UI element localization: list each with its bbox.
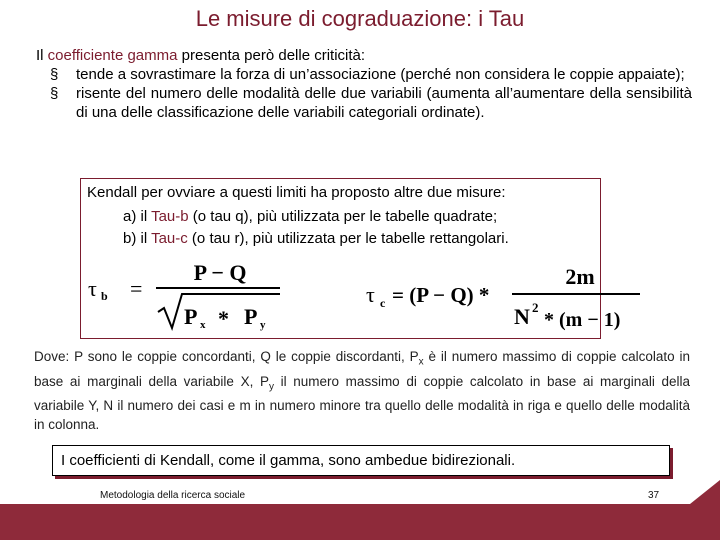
item-prefix: a) il: [123, 208, 152, 225]
tau-b-sub: b: [101, 289, 108, 303]
conclusion-box: [52, 445, 670, 476]
tau-c-den-exp: 2: [532, 300, 539, 315]
conclusion-text: I coefficienti di Kendall, come il gamma, sono ambedue bidirezionali.: [61, 452, 516, 469]
dove-sub-x: x: [418, 356, 424, 368]
dove-text-3: il numero massimo di coppie calcolato in base ai marginali della variabile Y, N il numero dei casi e m in numero minore tra quello delle modalità in riga e quello delle modalità in colonna.: [34, 373, 690, 433]
tau-b-den-py: P: [244, 304, 258, 329]
tau-b-den-py-sub: y: [260, 319, 266, 331]
item-prefix: b) il: [123, 230, 152, 247]
intro-lead-end: presenta però delle criticità:: [177, 47, 366, 64]
footer-band: [0, 480, 720, 540]
bullet-text: risente del numero delle modalità delle due variabili (aumenta all’aumentare della sensibilità di una delle classificazione delle variabili categoriali ordinate).: [76, 85, 692, 121]
tau-c-sub: c: [380, 296, 386, 310]
intro-lead: [36, 46, 692, 65]
tau-b-numerator: P − Q: [193, 260, 247, 285]
footer-course: Metodologia della ricerca sociale: [100, 490, 246, 501]
dove-sub-y: y: [268, 381, 274, 393]
gamma-term: coefficiente gamma: [47, 47, 178, 64]
kendall-intro: Kendall per ovviare a questi limiti ha proposto altre due misure:: [87, 184, 506, 201]
slide-title: Le misure di cograduazione: i Tau: [195, 6, 525, 31]
dove-explanation: [34, 347, 690, 434]
tau-formulas: [84, 252, 644, 334]
tau-b-den-px: P: [184, 304, 198, 329]
dove-text-2: è il numero massimo di coppie calcolato in base ai marginali della variabile X, P: [34, 349, 690, 389]
bullet-item: [50, 65, 692, 84]
item-suffix: (o tau q), più utilizzata per le tabelle quadrate;: [188, 208, 498, 225]
kendall-item-tau-c: [123, 229, 509, 249]
tau-b-times: *: [218, 306, 229, 331]
tau-b-equals: =: [130, 276, 143, 301]
item-suffix: (o tau r), più utilizzata per le tabelle rettangolari.: [187, 230, 509, 247]
bullet-mark-icon: §: [50, 66, 59, 83]
bullet-item: [50, 84, 692, 122]
page-number: 37: [648, 490, 660, 501]
tau-b-symbol: τ: [88, 276, 97, 301]
tau-b-formula: [88, 260, 280, 331]
tau-c-den-rest: * (m − 1): [544, 309, 621, 331]
tau-b-term: Tau-b: [151, 208, 189, 225]
intro-section: [36, 46, 692, 122]
tau-c-den-n: N: [514, 304, 530, 329]
tau-b-den-px-sub: x: [200, 319, 206, 331]
bullet-text: tende a sovrastimare la forza di un’associazione (perché non considera le coppie appaiate);: [76, 66, 685, 83]
dove-text-1: Dove: P sono le coppie concordanti, Q le coppie discordanti, P: [34, 349, 419, 364]
tau-c-factor: = (P − Q) *: [392, 283, 490, 307]
intro-lead-start: Il: [36, 47, 48, 64]
tau-c-formula: [366, 264, 640, 331]
bullet-mark-icon: §: [50, 85, 59, 102]
tau-c-numerator: 2m: [565, 264, 595, 289]
kendall-item-tau-b: [123, 207, 497, 227]
tau-c-term: Tau-c: [151, 230, 188, 247]
tau-c-symbol: τ: [366, 282, 375, 307]
